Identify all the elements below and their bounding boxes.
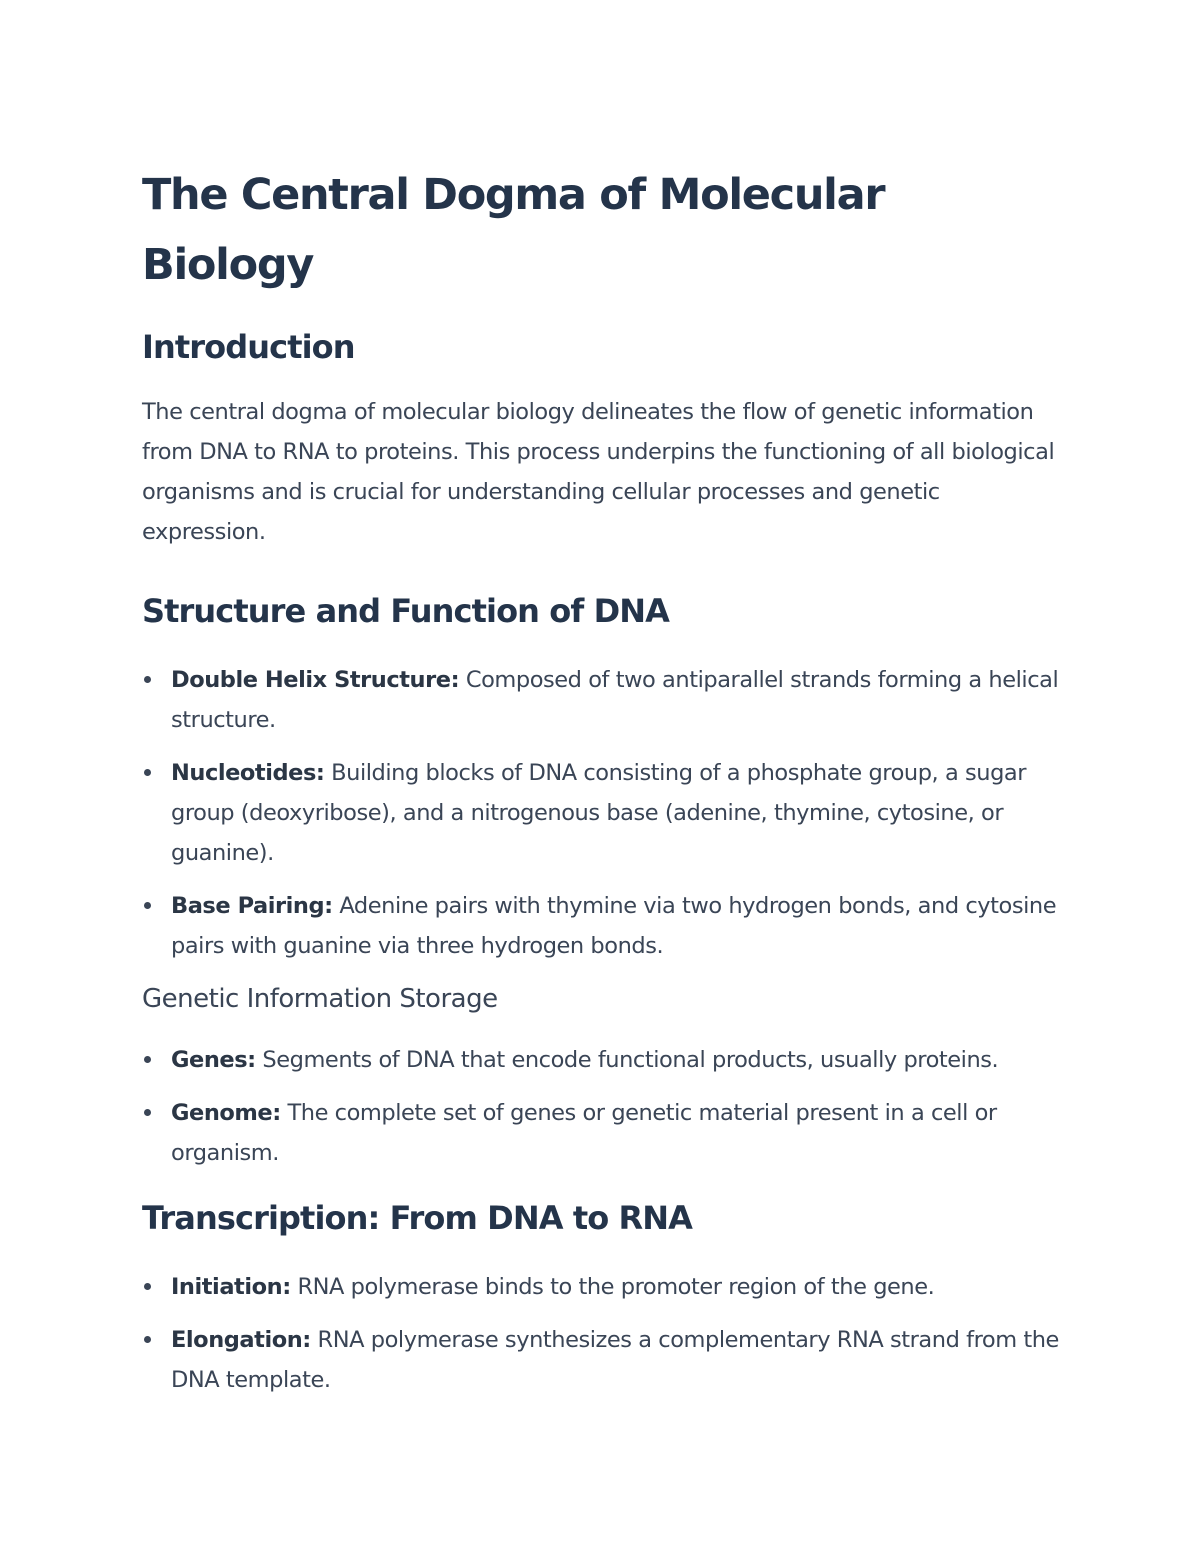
list-item-base-pairing: [142, 886, 1067, 966]
list-item-initiation: [142, 1267, 1067, 1307]
list-item-elongation: [142, 1320, 1067, 1400]
document-page: [142, 160, 1067, 1400]
list-item-genome: [142, 1093, 1067, 1173]
introduction-heading: Introduction: [142, 328, 355, 366]
bullet-icon: [144, 1336, 151, 1343]
list-item-term: Genome:: [171, 1100, 281, 1126]
list-item-text: Building blocks of DNA consisting of a phosphate group, a sugar group (deoxyribose), and a nitrogenous base (adenine, thymine, cytosine, or guanine).: [171, 760, 1027, 866]
list-item-term: Genes:: [171, 1047, 256, 1073]
bullet-icon: [144, 902, 151, 909]
list-item-term: Double Helix Structure:: [171, 667, 460, 693]
list-item-text: Adenine pairs with thymine via two hydrogen bonds, and cytosine pairs with guanine via three hydrogen bonds.: [171, 893, 1057, 959]
document-title: The Central Dogma of Molecular Biology: [142, 170, 885, 290]
bullet-icon: [144, 676, 151, 683]
list-item-text: Segments of DNA that encode functional products, usually proteins.: [255, 1047, 999, 1073]
list-item-term: Initiation:: [171, 1274, 291, 1300]
list-item-nucleotides: [142, 753, 1067, 873]
dna-structure-list: [142, 660, 1067, 966]
genetic-storage-subheading: Genetic Information Storage: [142, 984, 498, 1014]
list-item-text: The complete set of genes or genetic material present in a cell or organism.: [171, 1100, 997, 1166]
bullet-icon: [144, 1056, 151, 1063]
bullet-icon: [144, 1109, 151, 1116]
list-item-text: RNA polymerase binds to the promoter region of the gene.: [290, 1274, 935, 1300]
list-item-text: Composed of two antiparallel strands forming a helical structure.: [171, 667, 1059, 733]
list-item-term: Elongation:: [171, 1327, 311, 1353]
list-item-term: Nucleotides:: [171, 760, 325, 786]
list-item-double-helix: [142, 660, 1067, 740]
transcription-heading: Transcription: From DNA to RNA: [142, 1199, 693, 1237]
genetic-storage-list: [142, 1040, 1067, 1173]
bullet-icon: [144, 1283, 151, 1290]
bullet-icon: [144, 769, 151, 776]
introduction-paragraph: The central dogma of molecular biology delineates the flow of genetic information from DNA to RNA to proteins. This process underpins the functioning of all biological organisms and is crucial for understanding cellular processes and genetic expression.: [142, 399, 1055, 545]
transcription-list: [142, 1267, 1067, 1400]
list-item-term: Base Pairing:: [171, 893, 333, 919]
dna-structure-heading: Structure and Function of DNA: [142, 592, 670, 630]
list-item-genes: [142, 1040, 1067, 1080]
list-item-text: RNA polymerase synthesizes a complementary RNA strand from the DNA template.: [171, 1327, 1059, 1393]
